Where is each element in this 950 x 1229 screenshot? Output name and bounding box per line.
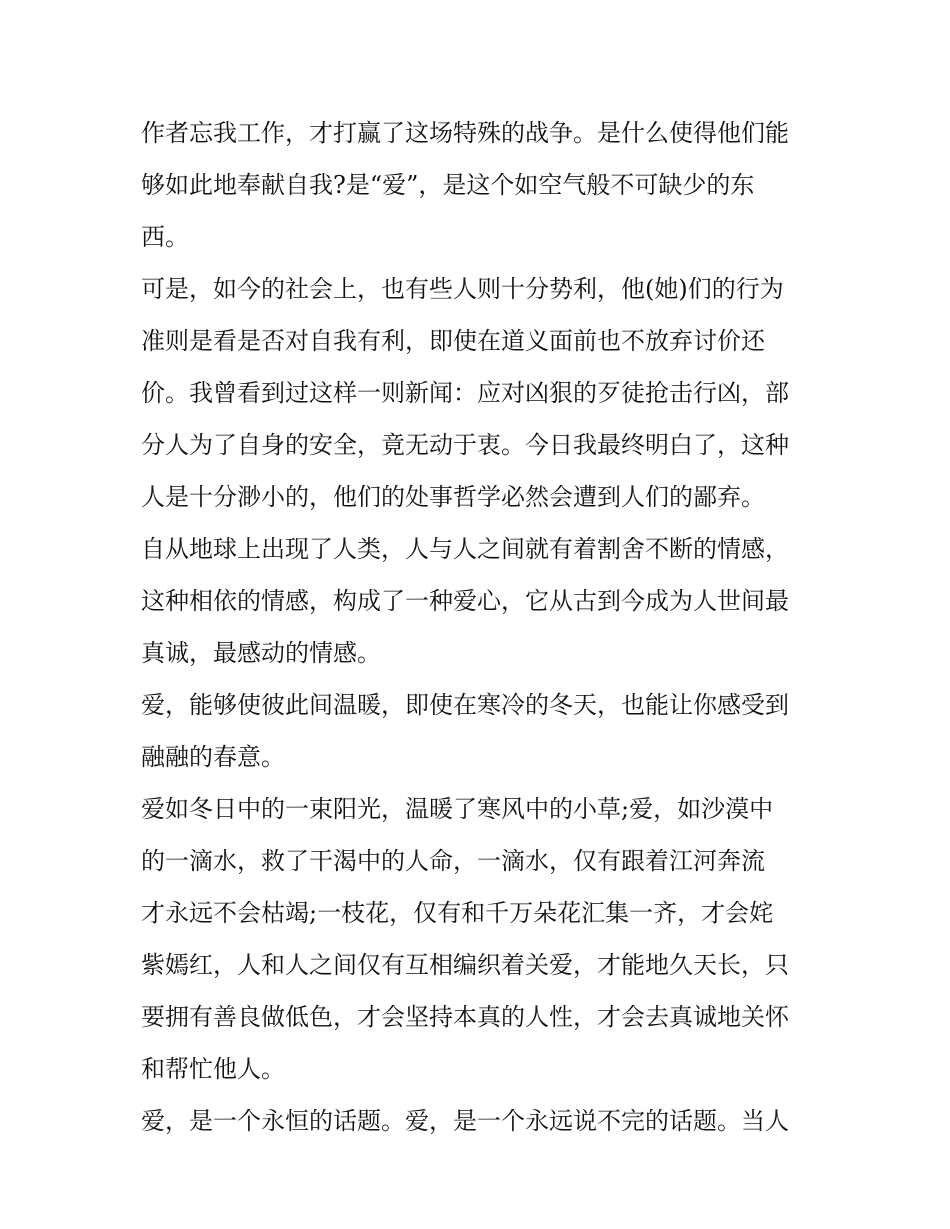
text-line: 自从地球上出现了人类，人与人之间就有着割舍不断的情感， — [141, 535, 789, 563]
text-line: 分人为了自身的安全，竟无动于衷。今日我最终明白了，这种 — [141, 431, 789, 459]
text-line: 要拥有善良做低色，才会坚持本真的人性，才会去真诚地关怀 — [141, 1003, 789, 1031]
text-line: 爱，是一个永恒的话题。爱，是一个永远说不完的话题。当人 — [141, 1107, 789, 1135]
text-line: 作者忘我工作，才打赢了这场特殊的战争。是什么使得他们能 — [141, 119, 789, 147]
text-line: 可是，如今的社会上，也有些人则十分势利，他(她)们的行为 — [141, 275, 784, 303]
text-line: 才永远不会枯竭;一枝花，仅有和千万朵花汇集一齐，才会姹 — [141, 899, 774, 927]
text-line: 融融的春意。 — [141, 743, 285, 771]
text-line: 这种相依的情感，构成了一种爱心，它从古到今成为人世间最 — [141, 587, 789, 615]
text-line: 人是十分渺小的，他们的处事哲学必然会遭到人们的鄙弃。 — [141, 483, 765, 511]
text-line: 爱如冬日中的一束阳光，温暖了寒风中的小草;爱，如沙漠中 — [141, 795, 774, 823]
text-line: 西。 — [141, 223, 189, 251]
text-line: 准则是看是否对自我有利，即使在道义面前也不放弃讨价还 — [141, 327, 765, 355]
text-line: 价。我曾看到过这样一则新闻：应对凶狠的歹徒抢击行凶，部 — [141, 379, 789, 407]
text-line: 够如此地奉献自我?是“爱”，是这个如空气般不可缺少的东 — [141, 171, 755, 199]
text-line: 紫嫣红，人和人之间仅有互相编织着关爱，才能地久天长，只 — [141, 951, 789, 979]
text-line: 真诚，最感动的情感。 — [141, 639, 381, 667]
document-body — [141, 107, 821, 1147]
text-line: 和帮忙他人。 — [141, 1055, 285, 1083]
text-line: 爱，能够使彼此间温暖，即使在寒冷的冬天，也能让你感受到 — [141, 691, 789, 719]
text-line: 的一滴水，救了干渴中的人命，一滴水，仅有跟着江河奔流 — [141, 847, 765, 875]
